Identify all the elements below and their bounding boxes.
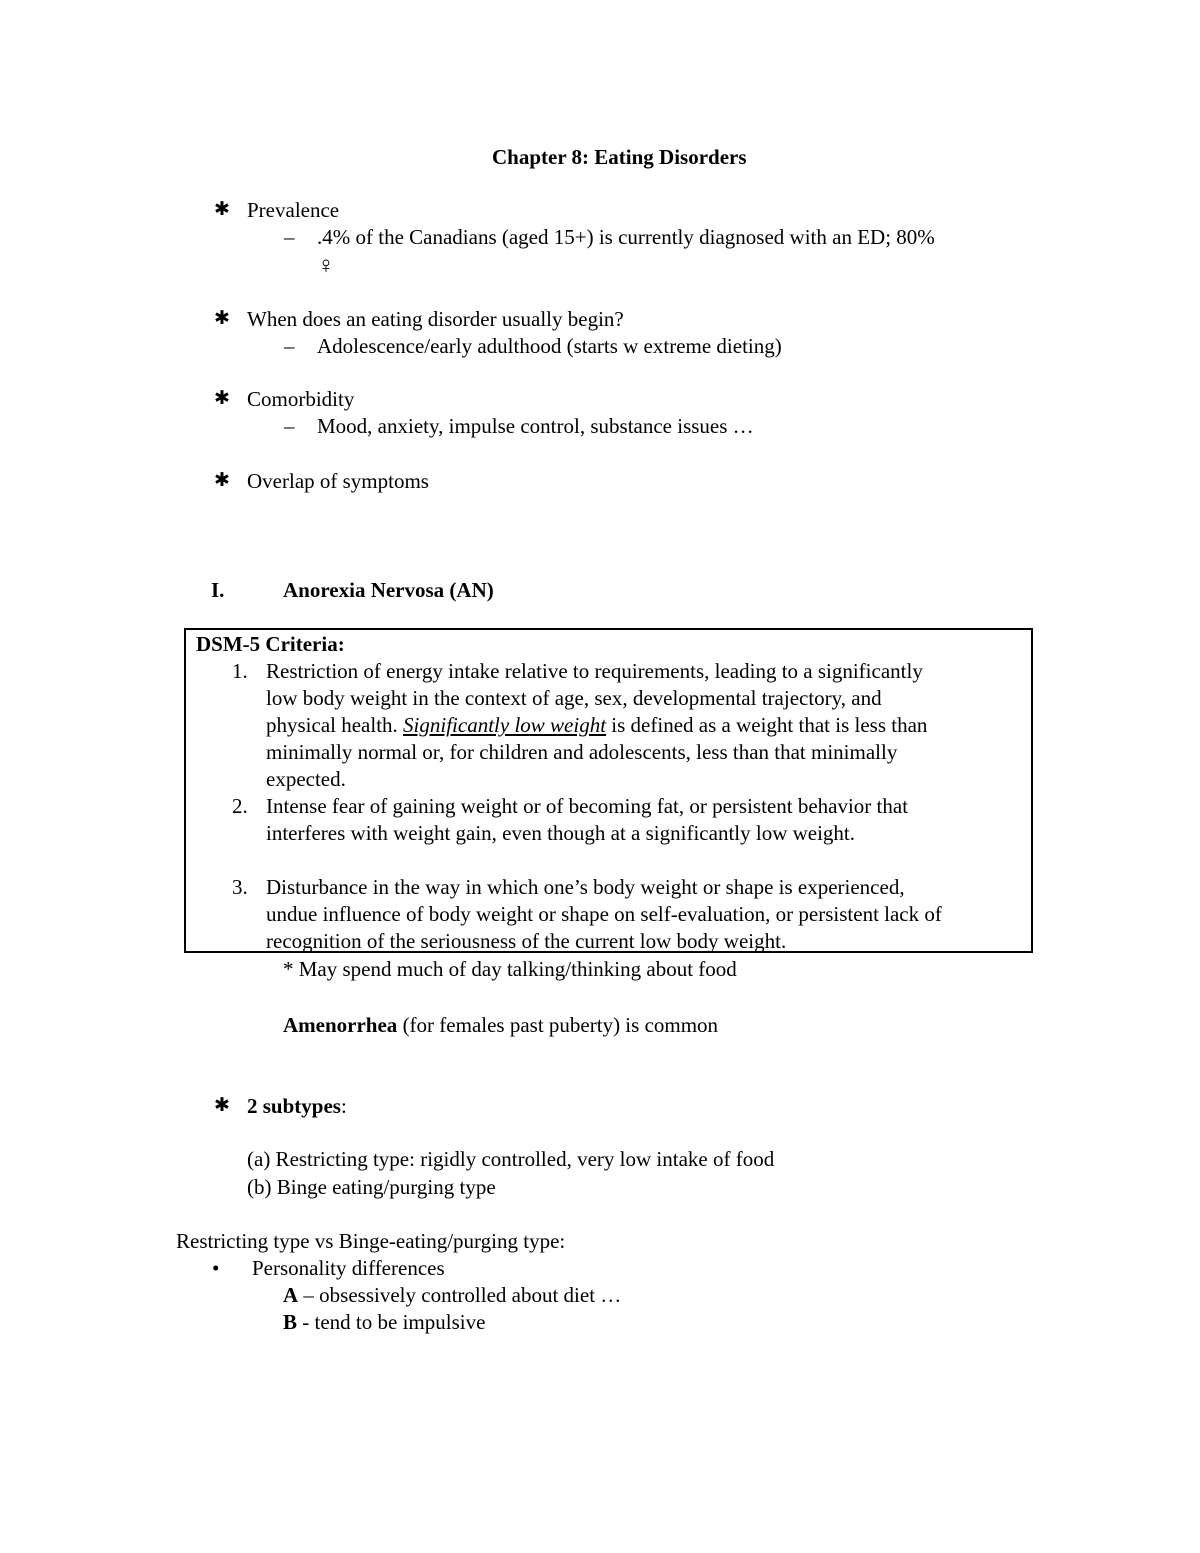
comparison-a-text: – obsessively controlled about diet …	[298, 1283, 622, 1307]
criterion-1-line: minimally normal or, for children and adolescents, less than that minimally	[266, 740, 898, 764]
criterion-1-line: low body weight in the context of age, sex, developmental trajectory, and	[266, 686, 882, 710]
intro-item-overlap: Overlap of symptoms	[247, 469, 429, 493]
bullet-star-icon: ✱	[214, 199, 230, 220]
bullet-star-icon: ✱	[214, 388, 230, 409]
section-numeral: I.	[211, 578, 225, 602]
criterion-1-text: is defined as a weight that is less than	[606, 713, 928, 737]
comparison-b-text: - tend to be impulsive	[297, 1310, 486, 1334]
bullet-dot-icon: •	[212, 1256, 220, 1280]
subtypes-label	[247, 1093, 347, 1119]
criterion-number: 1.	[232, 659, 248, 683]
comparison-item: Personality differences	[252, 1256, 445, 1280]
page-title: Chapter 8: Eating Disorders	[492, 145, 747, 169]
criterion-2-line: Intense fear of gaining weight or of becoming fat, or persistent behavior that	[266, 794, 909, 818]
subtypes-label-bold: 2 subtypes	[247, 1094, 341, 1118]
dash-icon: –	[284, 414, 295, 438]
subtypes-label-colon: :	[340, 1094, 347, 1118]
subtype-item: (a) Restricting type: rigidly controlled, very low intake of food	[247, 1147, 775, 1171]
note-text: * May spend much of day talking/thinking about food	[283, 957, 737, 981]
female-symbol-icon: ♀	[317, 253, 335, 279]
comparison-b-label: B	[283, 1310, 298, 1334]
criterion-3-line: Disturbance in the way in which one’s body weight or shape is experienced,	[266, 875, 905, 899]
comparison-a-line	[283, 1282, 621, 1308]
criteria-heading: DSM-5 Criteria:	[196, 632, 345, 656]
subtype-item: (b) Binge eating/purging type	[247, 1175, 496, 1199]
intro-item-prevalence: Prevalence	[247, 198, 340, 222]
criterion-1-line: expected.	[266, 767, 346, 791]
criterion-1-text: physical health.	[266, 713, 404, 737]
criterion-number: 2.	[232, 794, 248, 818]
intro-sub-prevalence: .4% of the Canadians (aged 15+) is currently diagnosed with an ED; 80%	[317, 225, 935, 249]
dash-icon: –	[284, 334, 295, 358]
criterion-3-line: undue influence of body weight or shape on self-evaluation, or persistent lack of	[266, 902, 942, 926]
amenorrhea-text: (for females past puberty) is common	[397, 1013, 719, 1037]
dash-icon: –	[284, 225, 295, 249]
bullet-star-icon: ✱	[214, 470, 230, 491]
criterion-2-line: interferes with weight gain, even though at a significantly low weight.	[266, 821, 856, 845]
comparison-heading: Restricting type vs Binge-eating/purging type:	[176, 1229, 566, 1253]
bullet-star-icon: ✱	[214, 308, 230, 329]
intro-item-onset: When does an eating disorder usually begin?	[247, 307, 624, 331]
section-heading: Anorexia Nervosa (AN)	[283, 578, 494, 602]
comparison-b-line	[283, 1309, 485, 1335]
amenorrhea-term: Amenorrhea	[283, 1013, 398, 1037]
bullet-star-icon: ✱	[214, 1095, 230, 1116]
emphasized-term: Significantly low weight	[403, 713, 607, 737]
criterion-3-line: recognition of the seriousness of the current low body weight.	[266, 929, 787, 953]
intro-sub-onset: Adolescence/early adulthood (starts w extreme dieting)	[317, 334, 782, 358]
intro-sub-comorbidity: Mood, anxiety, impulse control, substance issues …	[317, 414, 754, 438]
criterion-1-line: Restriction of energy intake relative to requirements, leading to a significantly	[266, 659, 923, 683]
comparison-a-label: A	[283, 1283, 299, 1307]
criterion-1-line	[266, 712, 927, 739]
criterion-number: 3.	[232, 875, 248, 899]
intro-item-comorbidity: Comorbidity	[247, 387, 355, 411]
amenorrhea-line	[283, 1012, 718, 1038]
